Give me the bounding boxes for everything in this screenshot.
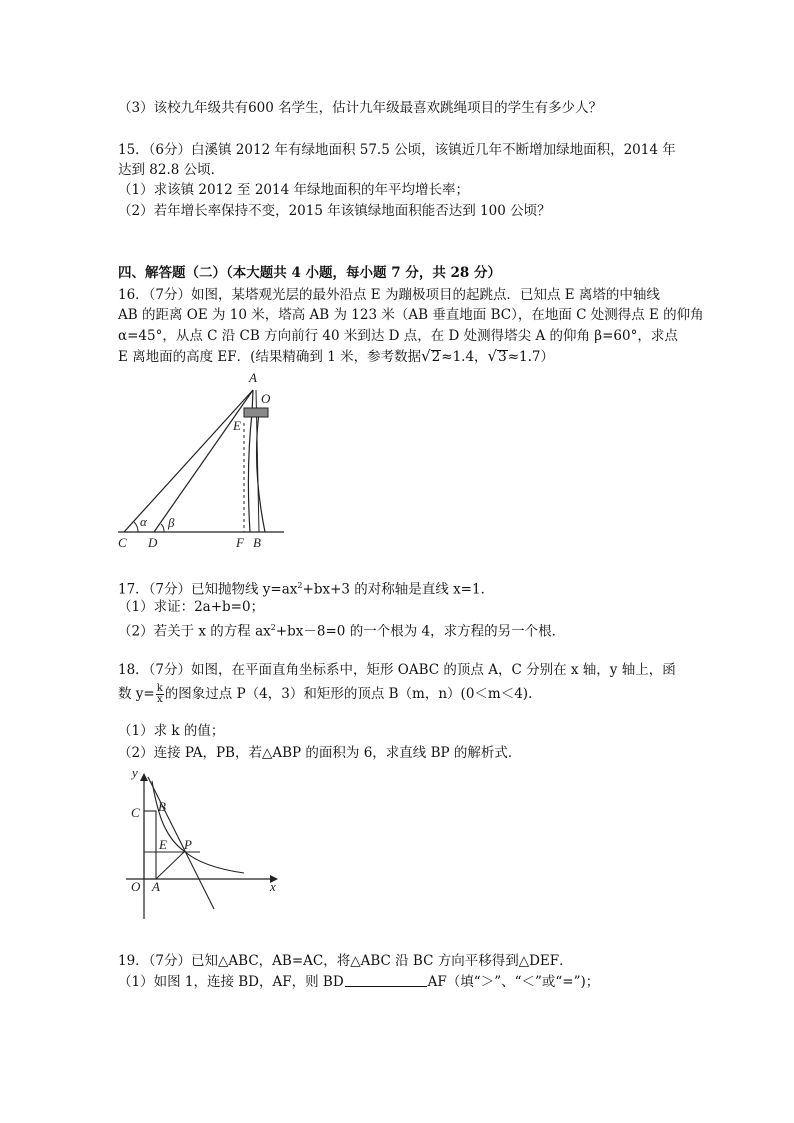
- q17-sup2: 2: [270, 623, 276, 632]
- q15-sub1: （1）求该镇 2012 至 2014 年绿地面积的年平均增长率；: [118, 182, 469, 198]
- coordinate-figure: [122, 763, 287, 923]
- line-DA: [154, 390, 253, 532]
- sqrt-sign: √: [421, 347, 431, 365]
- label-B: B: [253, 535, 261, 550]
- label-F: F: [236, 535, 244, 550]
- sqrt2-value: 2: [431, 349, 441, 365]
- observation-deck: [244, 408, 268, 417]
- label-C: C: [131, 805, 140, 820]
- label-E: E: [159, 837, 167, 852]
- beta-arc: [161, 524, 164, 532]
- q16-line1: 16．（7分）如图，某塔观光层的最外沿点 E 为蹦极项目的起跳点．已知点 E 离塔的中轴线: [118, 287, 660, 303]
- sqrt3-value: 3: [498, 349, 507, 365]
- q19-sub1-a: （1）如图 1，连接 BD，AF，则 BD: [118, 974, 344, 990]
- label-C: C: [118, 535, 127, 550]
- label-E: E: [233, 418, 241, 433]
- label-O: O: [261, 391, 271, 406]
- sqrt-sign: √: [487, 347, 498, 365]
- fraction-numerator: k: [156, 683, 163, 694]
- label-A: A: [152, 879, 160, 894]
- q17-sub2: [118, 619, 565, 641]
- q16-line2: AB 的距离 OE 为 10 米，塔高 AB 为 123 米（AB 垂直地面 BC），在地面 C 处测得点 E 的仰角: [118, 307, 704, 323]
- line-CA: [124, 390, 253, 532]
- section4-heading: 四、解答题（二）（本大题共 4 小题，每小题 7 分，共 28 分）: [118, 265, 502, 281]
- q19-sub1-b: AF（填“＞”、“＜”或“=”)；: [427, 974, 600, 990]
- label-B: B: [158, 799, 166, 814]
- label-A: A: [249, 370, 257, 385]
- label-y: y: [132, 765, 138, 780]
- fraction-denominator: x: [156, 694, 163, 705]
- q17-sub2-a: （2）若关于 x 的方程 ax: [118, 623, 271, 640]
- q14-sub3: （3）该校九年级共有600 名学生，估计九年级最喜欢跳绳项目的学生有多少人？: [118, 100, 603, 116]
- q16-approx1: ≈1.4，: [441, 349, 488, 365]
- label-D: D: [148, 535, 158, 550]
- line-PA: [156, 852, 184, 879]
- q17-sup1: 2: [297, 581, 303, 590]
- alpha-arc: [134, 522, 138, 532]
- q15-line1: 15．（6分）白溪镇 2012 年有绿地面积 57.5 公顷，该镇近几年不断增加绿地面积，2014 年: [118, 142, 676, 158]
- q17-line1-a: 17．（7分）已知抛物线 y=ax: [118, 581, 298, 598]
- q18-line2-a: 数 y=: [118, 686, 155, 702]
- q17-line1-b: +bx+3 的对称轴是直线 x=1．: [302, 581, 495, 598]
- q16-line4: [118, 347, 554, 366]
- q18-line2: [118, 684, 532, 705]
- fraction-k-over-x: [156, 684, 164, 705]
- q18-line2-b: 的图象过点 P（4，3）和矩形的顶点 B（m，n）(0＜m＜4).: [164, 686, 533, 702]
- q19-sub1: [118, 973, 599, 991]
- answer-blank[interactable]: [345, 974, 427, 987]
- q17-sub1: （1）求证：2a+b=0；: [118, 599, 265, 615]
- q15-line2: 达到 82.8 公顷．: [118, 162, 225, 178]
- label-beta: β: [168, 515, 175, 530]
- label-x: x: [270, 879, 276, 894]
- q15-sub2: （2）若年增长率保持不变，2015 年该镇绿地面积能否达到 100 公顷？: [118, 203, 551, 219]
- rectangle-OABC: [144, 811, 156, 879]
- label-alpha: α: [140, 514, 147, 529]
- y-axis-arrow: [140, 773, 148, 781]
- label-P: P: [184, 837, 192, 852]
- label-O: O: [131, 879, 141, 894]
- q16-approx2: ≈1.7）: [507, 349, 554, 365]
- q18-sub2: （2）连接 PA，PB，若△ABP 的面积为 6，求直线 BP 的解析式．: [118, 745, 522, 761]
- q18-line1: 18．（7分）如图，在平面直角坐标系中，矩形 OABC 的顶点 A，C 分别在 x 轴，y 轴上，函: [118, 662, 676, 678]
- q17-line1: [118, 577, 494, 599]
- q16-line3: α=45°，从点 C 沿 CB 方向前行 40 米到达 D 点，在 D 处测得塔尖 A 的仰角 β=60°，求点: [118, 328, 678, 344]
- tower-figure: [112, 368, 292, 553]
- q18-sub1: （1）求 k 的值；: [118, 723, 225, 739]
- q17-sub2-b: +bx－8=0 的一个根为 4，求方程的另一个根．: [275, 623, 566, 640]
- q19-line1: 19．（7分）已知△ABC，AB=AC，将△ABC 沿 BC 方向平移得到△DEF．: [118, 953, 573, 969]
- hyperbola-curve: [152, 781, 244, 873]
- q16-line4-text: E 离地面的高度 EF．(结果精确到 1 米，参考数据: [118, 349, 422, 365]
